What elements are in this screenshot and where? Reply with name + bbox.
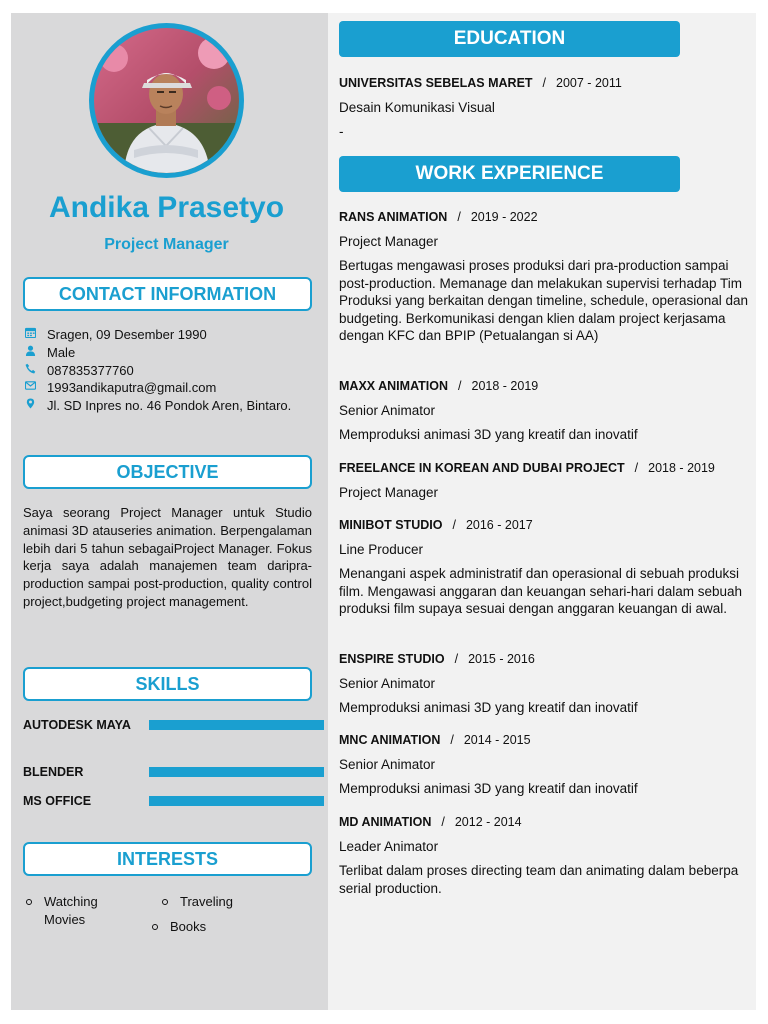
- job-description: Memproduksi animasi 3D yang kreatif dan inovatif: [339, 700, 638, 715]
- separator: /: [542, 76, 547, 90]
- contact-item-birth: [23, 326, 312, 344]
- separator: /: [634, 461, 639, 475]
- sidebar: [11, 13, 328, 1010]
- job-role: Line Producer: [339, 542, 424, 557]
- user-icon: [23, 344, 47, 362]
- separator: /: [458, 379, 462, 393]
- location-pin-icon: [23, 397, 47, 415]
- person-name: Andika Prasetyo: [48, 191, 285, 224]
- separator: /: [441, 815, 445, 829]
- job-entry: [339, 517, 749, 618]
- job-description: Bertugas mengawasi proses produksi dari pra-production sampai post-production. Memanage dan melakukan supervisi terhadap Tim Produksi yang berkaitan dengan timeline, schedule, operasional dan budgeting. Berkomunikasi dengan klien dalam project kerjasama dengan KFC dan BPIP (Petualangan si AA): [339, 258, 749, 344]
- job-years: 2014 - 2015: [463, 733, 531, 747]
- education-section-title: EDUCATION: [339, 21, 680, 57]
- job-role: Project Manager: [339, 234, 439, 249]
- skill-label: MS OFFICE: [23, 794, 92, 808]
- phone-icon: [23, 362, 47, 380]
- contact-text: Male: [47, 344, 76, 360]
- school-name: UNIVERSITAS SEBELAS MARET: [339, 76, 533, 90]
- job-description: Memproduksi animasi 3D yang kreatif dan inovatif: [339, 427, 638, 442]
- contact-text[interactable]: 087835377760: [47, 362, 134, 378]
- job-description: Memproduksi animasi 3D yang kreatif dan inovatif: [339, 781, 638, 796]
- separator: /: [450, 733, 454, 747]
- job-years: 2019 - 2022: [470, 210, 538, 224]
- separator: /: [454, 652, 459, 666]
- company-name: MNC ANIMATION: [339, 733, 441, 747]
- bullet-icon: [26, 899, 32, 905]
- skills-section-title: SKILLS: [23, 667, 312, 701]
- job-entry: [339, 651, 749, 717]
- job-role: Project Manager: [339, 485, 439, 500]
- education-entry: [339, 75, 749, 140]
- job-role: Leader Animator: [339, 839, 439, 854]
- skill-level-bar: [149, 767, 324, 777]
- contact-item-email: [23, 379, 312, 397]
- job-entry: [339, 209, 749, 345]
- contact-item-address: [23, 397, 312, 415]
- contact-text[interactable]: 1993andikaputra@gmail.com: [47, 380, 217, 396]
- contact-text: Sragen, 09 Desember 1990: [47, 327, 207, 342]
- main-content: [328, 13, 756, 1010]
- separator: /: [457, 210, 461, 224]
- education-major: Desain Komunikasi Visual: [339, 100, 495, 115]
- bullet-icon: [152, 924, 158, 930]
- company-name: MINIBOT STUDIO: [339, 518, 443, 532]
- skill-level-bar: [149, 796, 324, 806]
- mail-icon: [23, 379, 47, 397]
- contact-text: Jl. SD Inpres no. 46 Pondok Aren, Bintaro.: [47, 398, 292, 414]
- interest-item: [26, 893, 136, 929]
- job-years: 2015 - 2016: [468, 652, 535, 666]
- job-entry: [339, 460, 749, 501]
- education-years: 2007 - 2011: [556, 76, 622, 90]
- interest-item: [152, 918, 292, 936]
- profile-photo: [94, 28, 239, 173]
- job-years: 2016 - 2017: [465, 518, 533, 532]
- job-years: 2018 - 2019: [648, 461, 715, 475]
- skill-label: BLENDER: [23, 765, 84, 779]
- job-entry: [339, 814, 749, 897]
- job-role: Senior Animator: [339, 676, 436, 691]
- contact-item-gender: [23, 344, 312, 362]
- company-name: RANS ANIMATION: [339, 210, 448, 224]
- education-note: -: [339, 124, 344, 139]
- job-entry: [339, 732, 749, 798]
- job-years: 2018 - 2019: [471, 379, 539, 393]
- job-description: Menangani aspek administratif dan operasional di sebuah produksi film. Mengawasi anggaran dan keuangan sehari-hari dalam sebuah produksi film supaya sesuai dengan anggaran keuangan di awal.: [339, 566, 743, 617]
- contact-section-title: CONTACT INFORMATION: [23, 277, 312, 311]
- contact-list: [23, 326, 312, 415]
- skill-item: [23, 764, 312, 786]
- resume-page: [11, 13, 756, 1010]
- job-role: Senior Animator: [339, 403, 436, 418]
- work-section-title: WORK EXPERIENCE: [339, 156, 680, 192]
- skill-item: [23, 717, 312, 739]
- education-head: [339, 75, 749, 92]
- job-role: Senior Animator: [339, 757, 436, 772]
- objective-section-title: OBJECTIVE: [23, 455, 312, 489]
- job-description: Terlibat dalam proses directing team dan animating dalam beberpa serial production.: [339, 863, 739, 896]
- person-role: Project Manager: [104, 236, 229, 253]
- interest-label: Books: [170, 919, 207, 934]
- separator: /: [452, 518, 456, 532]
- calendar-icon: [23, 326, 47, 344]
- interest-item: [162, 893, 302, 911]
- job-entry: [339, 378, 749, 444]
- skill-item: [23, 793, 312, 815]
- contact-item-phone: [23, 362, 312, 380]
- company-name: ENSPIRE STUDIO: [339, 652, 445, 666]
- job-years: 2012 - 2014: [454, 815, 522, 829]
- bullet-icon: [162, 899, 168, 905]
- interests-section-title: INTERESTS: [23, 842, 312, 876]
- skill-label: AUTODESK MAYA: [23, 718, 131, 732]
- company-name: MD ANIMATION: [339, 815, 432, 829]
- company-name: FREELANCE IN KOREAN AND DUBAI PROJECT: [339, 461, 625, 475]
- skill-level-bar: [149, 720, 324, 730]
- company-name: MAXX ANIMATION: [339, 379, 449, 393]
- objective-text: Saya seorang Project Manager untuk Studio animasi 3D atauseries animation. Berpengalaman lebih dari 5 tahun sebagaiProject Manager. Fokus kerja saya adalah manajemen team daripra-production sampai post-production, quality control project,budgeting project management.: [23, 505, 312, 609]
- interest-label: Traveling: [180, 894, 233, 909]
- interest-label: Watching Movies: [44, 894, 98, 927]
